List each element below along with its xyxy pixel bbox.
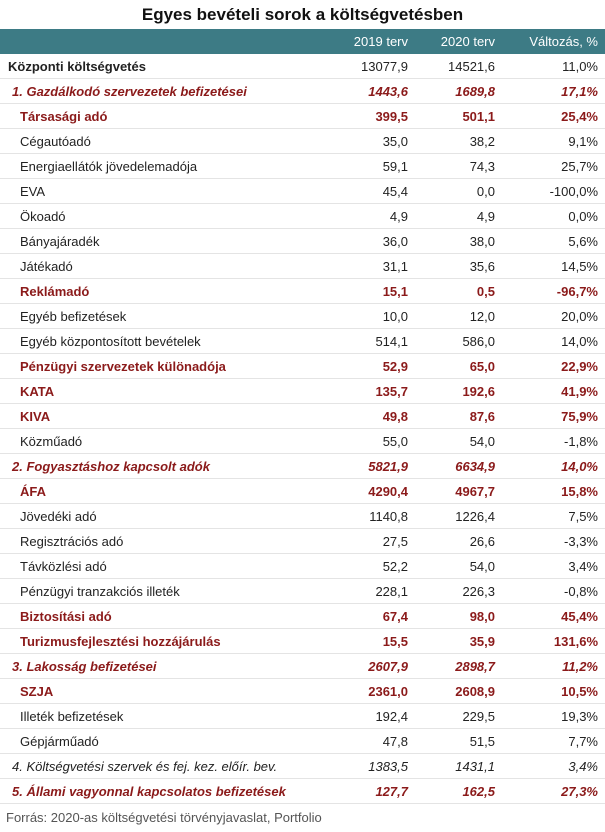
- row-label: ÁFA: [20, 483, 46, 499]
- table-row: [0, 779, 605, 804]
- table-row: [0, 254, 605, 279]
- row-value-2020: 192,6: [462, 383, 495, 399]
- row-value-2019: 127,7: [375, 783, 408, 799]
- row-change: 3,4%: [568, 558, 598, 574]
- row-change: -3,3%: [564, 533, 598, 549]
- table-row: [0, 504, 605, 529]
- table-row: [0, 579, 605, 604]
- row-label: Gépjárműadó: [20, 733, 99, 749]
- table-row: [0, 729, 605, 754]
- header-2019: 2019 terv: [353, 34, 408, 49]
- table-row: [0, 529, 605, 554]
- row-value-2019: 36,0: [382, 233, 408, 249]
- row-value-2020: 4,9: [476, 208, 495, 224]
- row-value-2020: 12,0: [469, 308, 495, 324]
- row-label: SZJA: [20, 683, 54, 699]
- table-row: [0, 54, 605, 79]
- table-title: Egyes bevételi sorok a költségvetésben: [141, 5, 464, 24]
- row-value-2020: 35,6: [469, 258, 495, 274]
- table-row: [0, 229, 605, 254]
- table-row: [0, 179, 605, 204]
- row-value-2020: 2898,7: [455, 658, 495, 674]
- row-value-2020: 1431,1: [455, 758, 495, 774]
- row-value-2019: 45,4: [382, 183, 408, 199]
- row-label: Játékadó: [20, 258, 73, 274]
- row-label: Energiaellátók jövedelemadója: [20, 158, 198, 174]
- row-value-2019: 15,1: [382, 283, 408, 299]
- row-change: 14,0%: [561, 333, 598, 349]
- row-change: 27,3%: [561, 783, 598, 799]
- row-change: -1,8%: [564, 433, 598, 449]
- row-value-2019: 514,1: [375, 333, 408, 349]
- row-value-2020: 54,0: [469, 433, 495, 449]
- table-row: [0, 754, 605, 779]
- row-value-2020: 65,0: [469, 358, 495, 374]
- row-value-2019: 10,0: [382, 308, 408, 324]
- row-value-2020: 98,0: [469, 608, 495, 624]
- row-value-2019: 135,7: [375, 383, 408, 399]
- table-row: [0, 154, 605, 179]
- row-value-2020: 87,6: [469, 408, 495, 424]
- row-change: 11,2%: [562, 658, 598, 674]
- row-value-2019: 13077,9: [361, 58, 408, 74]
- row-change: 10,5%: [561, 683, 598, 699]
- row-label: Reklámadó: [20, 283, 90, 299]
- row-value-2019: 47,8: [382, 733, 408, 749]
- row-value-2019: 399,5: [375, 108, 408, 124]
- table-row: [0, 654, 605, 679]
- row-value-2019: 59,1: [382, 158, 408, 174]
- row-label: 4. Költségvetési szervek és fej. kez. előír. bev.: [12, 758, 278, 774]
- row-change: 25,7%: [561, 158, 598, 174]
- row-change: 22,9%: [561, 358, 598, 374]
- table-row: [0, 604, 605, 629]
- row-value-2020: 586,0: [462, 333, 495, 349]
- row-label: Pénzügyi tranzakciós illeték: [20, 583, 180, 599]
- row-change: 3,4%: [568, 758, 598, 774]
- row-change: 9,1%: [568, 133, 598, 149]
- row-change: 14,5%: [561, 258, 598, 274]
- table-row: [0, 679, 605, 704]
- row-label: Társasági adó: [20, 108, 108, 124]
- row-label: KATA: [20, 383, 55, 399]
- row-value-2019: 15,5: [382, 633, 408, 649]
- row-value-2019: 49,8: [382, 408, 408, 424]
- row-change: 5,6%: [568, 233, 598, 249]
- row-value-2020: 38,0: [469, 233, 495, 249]
- row-value-2019: 55,0: [382, 433, 408, 449]
- row-value-2019: 52,9: [382, 358, 408, 374]
- row-value-2020: 0,5: [476, 283, 495, 299]
- row-change: 75,9%: [561, 408, 598, 424]
- header-change: Változás, %: [529, 34, 598, 49]
- row-value-2020: 26,6: [469, 533, 495, 549]
- row-label: Jövedéki adó: [20, 508, 97, 524]
- row-value-2020: 51,5: [469, 733, 495, 749]
- row-value-2019: 5821,9: [368, 458, 408, 474]
- table-row: [0, 404, 605, 429]
- row-value-2020: 0,0: [476, 183, 495, 199]
- row-label: 1. Gazdálkodó szervezetek befizetései: [12, 83, 247, 99]
- table-row: [0, 279, 605, 304]
- table-row: [0, 204, 605, 229]
- table-header: [0, 29, 605, 54]
- row-value-2019: 2607,9: [368, 658, 408, 674]
- row-value-2020: 6634,9: [455, 458, 495, 474]
- row-value-2019: 1140,8: [369, 508, 408, 524]
- row-value-2020: 38,2: [469, 133, 495, 149]
- table-row: [0, 379, 605, 404]
- row-label: Központi költségvetés: [8, 58, 146, 74]
- row-value-2020: 4967,7: [455, 483, 495, 499]
- row-value-2020: 162,5: [462, 783, 495, 799]
- row-value-2020: 501,1: [462, 108, 495, 124]
- row-value-2019: 35,0: [382, 133, 408, 149]
- row-value-2019: 4290,4: [368, 483, 408, 499]
- table-row: [0, 329, 605, 354]
- row-label: Illeték befizetések: [20, 708, 124, 724]
- row-value-2020: 35,9: [469, 633, 495, 649]
- row-change: 11,0%: [562, 58, 598, 74]
- row-label: Egyéb befizetések: [20, 308, 127, 324]
- row-value-2019: 52,2: [382, 558, 408, 574]
- row-label: Közműadó: [20, 433, 83, 449]
- row-change: 45,4%: [561, 608, 598, 624]
- row-change: -100,0%: [549, 183, 598, 199]
- row-value-2019: 228,1: [375, 583, 408, 599]
- row-value-2019: 2361,0: [368, 683, 408, 699]
- row-value-2019: 27,5: [382, 533, 408, 549]
- table-row: [0, 79, 605, 104]
- row-label: Regisztrációs adó: [20, 533, 124, 549]
- row-label: Biztosítási adó: [20, 608, 112, 624]
- row-value-2019: 1443,6: [368, 83, 408, 99]
- row-value-2020: 1689,8: [455, 83, 495, 99]
- row-change: 7,7%: [568, 733, 598, 749]
- row-change: 17,1%: [561, 83, 598, 99]
- row-label: 2. Fogyasztáshoz kapcsolt adók: [12, 458, 210, 474]
- row-label: Távközlési adó: [20, 558, 107, 574]
- row-label: KIVA: [20, 408, 51, 424]
- table-row: [0, 629, 605, 654]
- header-2020: 2020 terv: [440, 34, 495, 49]
- row-change: -0,8%: [564, 583, 598, 599]
- row-change: 41,9%: [561, 383, 598, 399]
- row-label: EVA: [20, 183, 46, 199]
- row-label: Pénzügyi szervezetek különadója: [20, 358, 226, 374]
- table-body: [0, 54, 605, 804]
- table-row: [0, 429, 605, 454]
- row-value-2020: 14521,6: [448, 58, 495, 74]
- row-change: 19,3%: [561, 708, 598, 724]
- row-change: 20,0%: [561, 308, 598, 324]
- row-label: Cégautóadó: [20, 133, 91, 149]
- row-change: -96,7%: [556, 283, 598, 299]
- row-label: Bányajáradék: [20, 233, 100, 249]
- row-label: 5. Állami vagyonnal kapcsolatos befizetések: [12, 783, 286, 799]
- table-row: [0, 304, 605, 329]
- row-change: 7,5%: [568, 508, 598, 524]
- row-change: 131,6%: [553, 633, 598, 649]
- row-value-2019: 192,4: [375, 708, 408, 724]
- row-change: 14,0%: [561, 458, 598, 474]
- table-row: [0, 479, 605, 504]
- row-value-2019: 31,1: [382, 258, 408, 274]
- row-label: Turizmusfejlesztési hozzájárulás: [20, 633, 221, 649]
- table-row: [0, 554, 605, 579]
- row-label: 3. Lakosság befizetései: [12, 658, 157, 674]
- row-value-2019: 1383,5: [368, 758, 408, 774]
- row-value-2020: 229,5: [462, 708, 495, 724]
- row-change: 0,0%: [568, 208, 598, 224]
- table-row: [0, 104, 605, 129]
- row-value-2020: 226,3: [462, 583, 495, 599]
- row-value-2020: 1226,4: [455, 508, 495, 524]
- source-note: Forrás: 2020-as költségvetési törvényjavaslat, Portfolio: [6, 810, 322, 825]
- row-value-2020: 2608,9: [455, 683, 495, 699]
- table-row: [0, 454, 605, 479]
- row-value-2020: 54,0: [469, 558, 495, 574]
- table-row: [0, 354, 605, 379]
- row-change: 15,8%: [561, 483, 598, 499]
- row-change: 25,4%: [561, 108, 598, 124]
- table-row: [0, 129, 605, 154]
- row-label: Egyéb központosított bevételek: [20, 333, 201, 349]
- row-value-2019: 4,9: [389, 208, 408, 224]
- row-label: Ökoadó: [20, 208, 66, 224]
- row-value-2019: 67,4: [382, 608, 408, 624]
- row-value-2020: 74,3: [469, 158, 495, 174]
- table-row: [0, 704, 605, 729]
